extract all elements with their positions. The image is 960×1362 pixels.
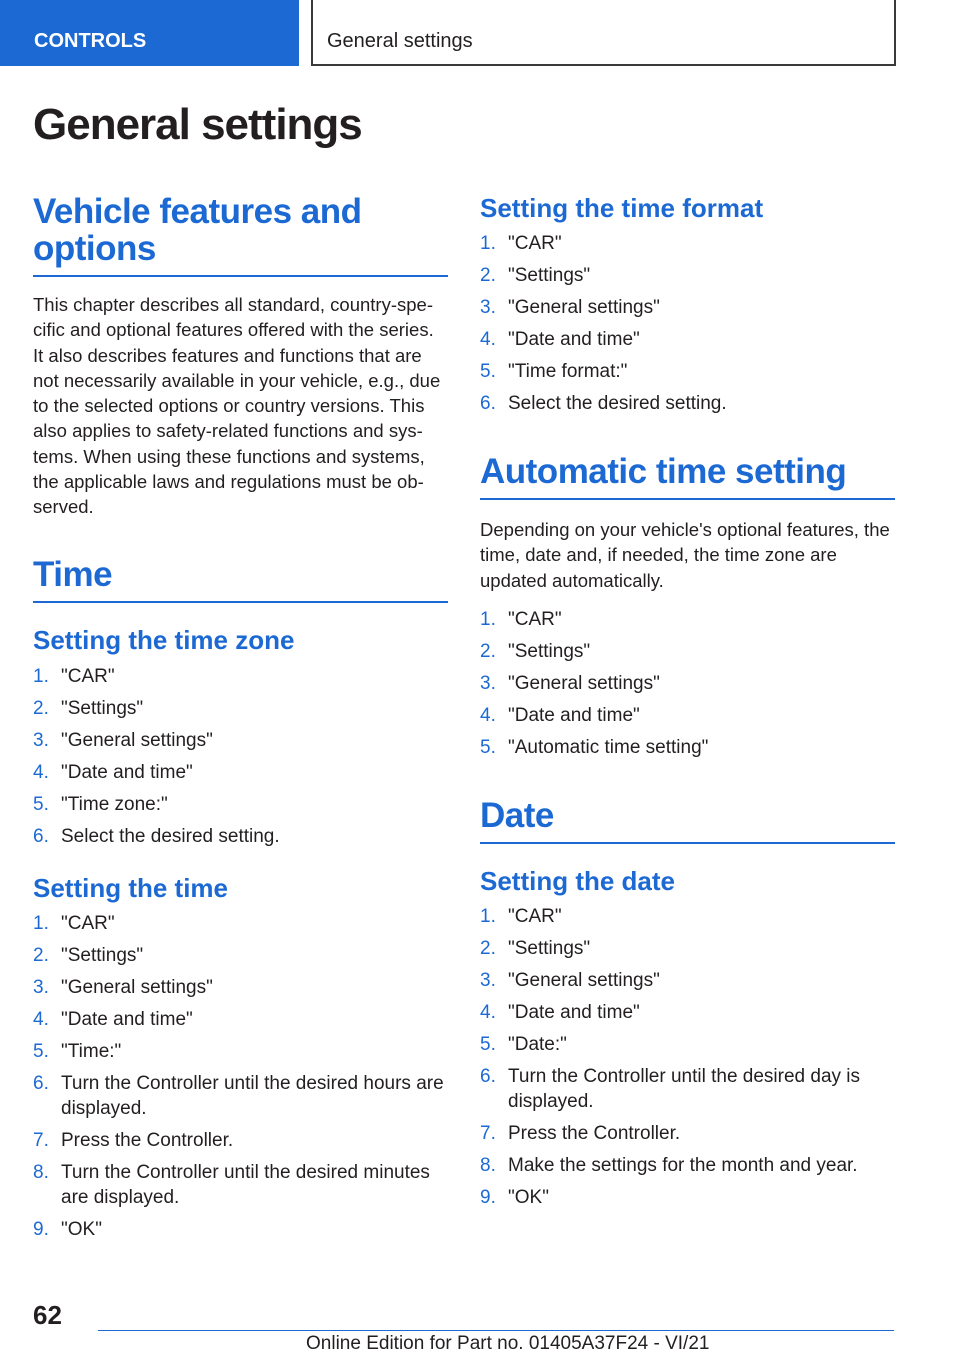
edition-text: Online Edition for Part no. 01405A37F24 - VI/21 — [306, 1333, 710, 1354]
page-number: 62 — [33, 1300, 62, 1330]
step-text: "Settings" — [61, 698, 144, 719]
list-item — [480, 735, 895, 760]
step-text: "Time zone:" — [61, 794, 168, 815]
list-item — [480, 904, 895, 929]
list-item — [33, 696, 448, 721]
step-text: "General settings" — [508, 970, 660, 991]
heading-time-format: Setting the time format — [480, 193, 764, 223]
step-number: 2. — [480, 938, 496, 959]
step-number: 8. — [480, 1155, 496, 1176]
step-number: 2. — [33, 945, 49, 966]
automatic-time-text: Depending on your vehicle's optional features, the time, date and, if needed, the time zone are updated automatically. — [480, 519, 890, 591]
list-item — [480, 1000, 895, 1025]
list-item — [480, 263, 895, 288]
list-item — [480, 607, 895, 632]
vehicle-features-text: This chapter describes all standard, country-specific and optional features offered with the series. It also describes features and functions that are not necessarily available in your vehicle, e.g., due to the selected options or country versions. This also applies to safety-related functions and systems. When using these functions and systems, the applicable laws and regulations must be observed. — [33, 294, 441, 518]
step-number: 1. — [480, 233, 496, 254]
step-text: "CAR" — [61, 666, 115, 687]
list-item — [33, 1160, 448, 1210]
step-text: Turn the Controller until the desired minutes are displayed. — [61, 1162, 430, 1208]
setting-date-steps — [480, 904, 895, 1217]
step-text: Select the desired setting. — [508, 393, 727, 414]
step-text: Select the desired setting. — [61, 826, 280, 847]
step-text: "Date and time" — [61, 1009, 193, 1030]
step-text: "Settings" — [508, 265, 591, 286]
step-number: 7. — [480, 1123, 496, 1144]
step-text: Make the settings for the month and year. — [508, 1155, 858, 1176]
list-item — [480, 639, 895, 664]
step-number: 4. — [480, 329, 496, 350]
step-number: 6. — [480, 393, 496, 414]
setting-time-steps — [33, 911, 448, 1249]
step-number: 3. — [33, 730, 49, 751]
step-number: 6. — [33, 826, 49, 847]
step-text: "OK" — [508, 1187, 549, 1208]
list-item — [480, 703, 895, 728]
step-text: "General settings" — [508, 673, 660, 694]
step-text: "Automatic time setting" — [508, 737, 709, 758]
step-number: 3. — [33, 977, 49, 998]
step-number: 1. — [33, 913, 49, 934]
list-item — [480, 1153, 895, 1178]
step-number: 9. — [480, 1187, 496, 1208]
list-item — [480, 231, 895, 256]
list-item — [480, 968, 895, 993]
list-item — [480, 359, 895, 384]
step-text: Press the Controller. — [508, 1123, 681, 1144]
step-text: "General settings" — [508, 297, 660, 318]
list-item — [33, 1071, 448, 1121]
step-text: "Date and time" — [508, 329, 640, 350]
heading-date: Date — [480, 797, 895, 844]
step-number: 4. — [480, 1002, 496, 1023]
step-text: "CAR" — [508, 233, 562, 254]
step-number: 7. — [33, 1130, 49, 1151]
list-item — [480, 327, 895, 352]
step-number: 3. — [480, 673, 496, 694]
list-item — [33, 824, 448, 849]
step-text: "Date and time" — [61, 762, 193, 783]
list-item — [480, 391, 895, 416]
step-text: Turn the Controller until the desired day is displayed. — [508, 1066, 861, 1112]
step-text: "Settings" — [508, 641, 591, 662]
step-number: 2. — [480, 641, 496, 662]
step-number: 5. — [33, 1041, 49, 1062]
step-number: 2. — [480, 265, 496, 286]
list-item — [33, 911, 448, 936]
list-item — [33, 1128, 448, 1153]
list-item — [480, 1185, 895, 1210]
step-text: Press the Controller. — [61, 1130, 234, 1151]
step-text: "CAR" — [61, 913, 115, 934]
step-number: 4. — [480, 705, 496, 726]
section-tab: CONTROLS — [0, 0, 299, 66]
step-number: 1. — [33, 666, 49, 687]
step-number: 3. — [480, 970, 496, 991]
step-number: 9. — [33, 1219, 49, 1240]
step-text: "Date and time" — [508, 1002, 640, 1023]
footer-divider — [98, 1330, 894, 1331]
step-number: 2. — [33, 698, 49, 719]
step-text: "CAR" — [508, 906, 562, 927]
step-number: 5. — [480, 1034, 496, 1055]
heading-vehicle-features: Vehicle features and options — [33, 193, 448, 277]
chapter-title: General settings — [311, 0, 896, 66]
step-number: 4. — [33, 762, 49, 783]
step-text: "Settings" — [508, 938, 591, 959]
time-format-steps — [480, 231, 895, 423]
list-item — [33, 1007, 448, 1032]
step-number: 1. — [480, 906, 496, 927]
step-text: "General settings" — [61, 730, 213, 751]
list-item — [480, 936, 895, 961]
list-item — [33, 975, 448, 1000]
list-item — [33, 943, 448, 968]
list-item — [480, 1032, 895, 1057]
list-item — [480, 295, 895, 320]
step-number: 5. — [33, 794, 49, 815]
step-number: 5. — [480, 361, 496, 382]
step-text: "General settings" — [61, 977, 213, 998]
heading-setting-time: Setting the time — [33, 873, 229, 903]
page-title: General settings — [33, 100, 362, 149]
heading-time-zone: Setting the time zone — [33, 625, 295, 655]
list-item — [480, 1121, 895, 1146]
step-text: "Date and time" — [508, 705, 640, 726]
step-text: "Date:" — [508, 1034, 567, 1055]
list-item — [33, 1039, 448, 1064]
step-text: "CAR" — [508, 609, 562, 630]
heading-time: Time — [33, 556, 448, 603]
step-number: 5. — [480, 737, 496, 758]
step-number: 1. — [480, 609, 496, 630]
step-number: 3. — [480, 297, 496, 318]
step-text: "OK" — [61, 1219, 102, 1240]
list-item — [33, 760, 448, 785]
automatic-time-steps — [480, 607, 895, 767]
step-number: 6. — [33, 1073, 49, 1094]
page-header — [0, 0, 960, 66]
list-item — [33, 728, 448, 753]
heading-automatic-time: Automatic time setting — [480, 453, 895, 500]
step-number: 8. — [33, 1162, 49, 1183]
list-item — [33, 1217, 448, 1242]
step-number: 6. — [480, 1066, 496, 1087]
time-zone-steps — [33, 664, 448, 856]
list-item — [480, 671, 895, 696]
list-item — [480, 1064, 895, 1114]
list-item — [33, 664, 448, 689]
step-text: "Time:" — [61, 1041, 122, 1062]
step-text: "Settings" — [61, 945, 144, 966]
step-number: 4. — [33, 1009, 49, 1030]
step-text: Turn the Controller until the desired hours are displayed. — [61, 1073, 444, 1119]
step-text: "Time format:" — [508, 361, 628, 382]
list-item — [33, 792, 448, 817]
heading-setting-date: Setting the date — [480, 866, 676, 896]
